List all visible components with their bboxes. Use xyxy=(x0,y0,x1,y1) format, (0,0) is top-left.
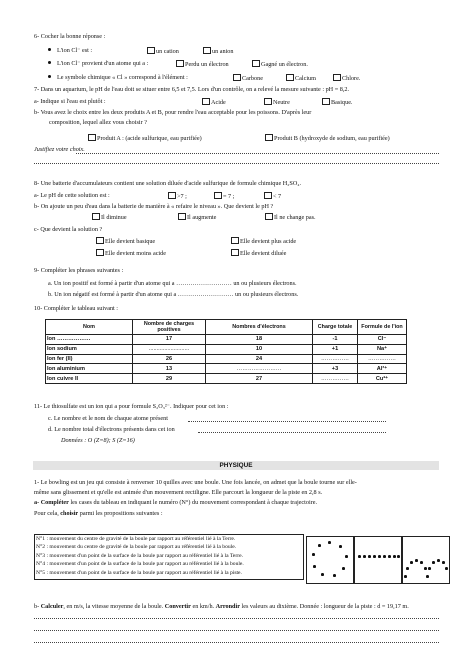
q8-c-opt3[interactable] xyxy=(96,249,166,258)
dot-icon xyxy=(388,555,391,558)
option-label: Produit A : (acide sulfurique, eau purifiée) xyxy=(97,135,202,142)
phys-b-text1: , en m/s, la vitesse moyenne de la boule. xyxy=(63,603,165,610)
option-label: = 7 ; xyxy=(223,193,235,200)
q8-b-label: b- On ajoute un peu d'eau dans la batterie de manière à « refaire le niveau ». Que devient le pH ? xyxy=(34,203,274,210)
table-cell: 13 xyxy=(133,364,206,374)
option-label: Il diminue xyxy=(101,214,127,221)
q8-b-opt1[interactable] xyxy=(92,213,127,222)
q7-a-opt1[interactable] xyxy=(202,98,226,107)
table-cell[interactable]: …………… xyxy=(313,354,358,364)
option-label: Il ne change pas. xyxy=(274,214,316,221)
q10-title: 10- Compléter le tableau suivant : xyxy=(34,305,119,312)
q8-c-label: c- Que devient la solution ? xyxy=(34,226,103,233)
checkbox-icon[interactable] xyxy=(252,60,260,67)
checkbox-icon[interactable] xyxy=(96,249,104,256)
table-cell: Cl⁻ xyxy=(358,335,407,345)
q11-c: c. Le nombre et le nom de chaque atome présent xyxy=(48,415,168,422)
table-cell: 10 xyxy=(206,344,313,354)
bullet-icon xyxy=(48,75,51,78)
option-label: Il augmente xyxy=(187,214,217,221)
q6-r1-opt1[interactable] xyxy=(147,47,179,56)
checkbox-icon[interactable] xyxy=(233,74,241,81)
table-cell[interactable]: …………… xyxy=(313,374,358,384)
q6-row3-label: Le symbole chimique « Cl » correspond à l'élément : xyxy=(57,74,188,81)
q8-a-opt1[interactable] xyxy=(168,192,187,201)
checkbox-icon[interactable] xyxy=(147,47,155,54)
dot-icon xyxy=(321,573,324,576)
phys-b-prefix: b- xyxy=(34,603,41,610)
option-label: Calcium xyxy=(295,75,316,82)
option-label: Carbone xyxy=(242,75,263,82)
dot-icon xyxy=(424,567,427,570)
q8-b-opt3[interactable] xyxy=(265,213,316,222)
checkbox-icon[interactable] xyxy=(203,47,211,54)
q7-a-opt2[interactable] xyxy=(264,98,290,107)
checkbox-icon[interactable] xyxy=(92,213,100,220)
phys-p3 xyxy=(34,499,317,507)
q11-intro: 11- Le thiosulfate est un ion qui a pour formule S₂O₃²⁻. Indiquer pour cet ion : xyxy=(34,403,229,410)
table-cell: Ion fer (II) xyxy=(46,354,133,364)
dot-icon xyxy=(312,553,315,556)
table-cell: Cu²⁺ xyxy=(358,374,407,384)
phys-b-text3: les valeurs au dixième. Donnée : longueur de la piste : d = 19,17 m. xyxy=(239,603,409,610)
checkbox-icon[interactable] xyxy=(88,134,96,141)
table-cell: +3 xyxy=(313,364,358,374)
proposition-5: N°5 : mouvement d'un point de la surface de la boule par rapport au référentiel lié à la piste. xyxy=(36,569,242,576)
table-cell: Ion aluminium xyxy=(46,364,133,374)
dot-icon xyxy=(333,574,336,577)
phys-b-bold3: Arrondir xyxy=(215,603,240,610)
column-header: Nombre de charges positives xyxy=(133,320,206,335)
table-cell: Ion cuivre II xyxy=(46,374,133,384)
q6-r1-opt2[interactable] xyxy=(203,47,233,56)
checkbox-icon[interactable] xyxy=(168,192,176,199)
table-cell[interactable]: …………… xyxy=(358,354,407,364)
dot-icon xyxy=(426,575,429,578)
table-cell: Ion sodium xyxy=(46,344,133,354)
checkbox-icon[interactable] xyxy=(322,98,330,105)
section-header-physique: PHYSIQUE xyxy=(33,461,439,470)
table-row xyxy=(46,344,407,354)
table-cell: 29 xyxy=(133,374,206,384)
ion-table xyxy=(45,319,407,384)
dot-icon xyxy=(345,555,348,558)
table-row xyxy=(46,364,407,374)
q6-row1 xyxy=(48,47,92,55)
q9-title: 9- Compléter les phrases suivantes : xyxy=(34,267,124,274)
q7-a-opt3[interactable] xyxy=(322,98,352,107)
q6-r3-opt3[interactable] xyxy=(333,74,360,83)
dot-icon xyxy=(318,544,321,547)
proposition-4: N°4 : mouvement d'un point de la surface de la boule par rapport au référentiel lié à la boule. xyxy=(36,561,244,568)
option-label: un anion xyxy=(212,48,234,55)
checkbox-icon[interactable] xyxy=(264,98,272,105)
checkbox-icon[interactable] xyxy=(265,213,273,220)
option-label: Basique. xyxy=(331,99,353,106)
table-cell: Na⁺ xyxy=(358,344,407,354)
column-header: Nom xyxy=(46,320,133,335)
q7-a-label: a- Indique si l'eau est plutôt : xyxy=(34,98,106,105)
option-label: < 7 xyxy=(273,193,282,200)
dot-icon xyxy=(432,561,435,564)
answer-line[interactable] xyxy=(34,642,439,643)
phys-p4 xyxy=(34,510,163,518)
phys-b-bold2: Convertir xyxy=(164,603,191,610)
bullet-icon xyxy=(48,61,51,64)
q8-a-opt3[interactable] xyxy=(264,192,281,201)
option-label: Neutre xyxy=(273,99,290,106)
dot-icon xyxy=(428,567,431,570)
table-row xyxy=(46,354,407,364)
q6-row3 xyxy=(48,74,188,82)
answer-line[interactable] xyxy=(34,618,439,619)
q7-b-line2: composition, lequel allez vous choisir ? xyxy=(49,119,147,126)
checkbox-icon[interactable] xyxy=(176,60,184,67)
dot-icon xyxy=(313,565,316,568)
phys-b-text2: en km/h. xyxy=(190,603,216,610)
checkbox-icon[interactable] xyxy=(96,237,104,244)
q6-r3-opt2[interactable] xyxy=(286,74,316,83)
checkbox-icon[interactable] xyxy=(214,192,222,199)
checkbox-icon[interactable] xyxy=(231,249,239,256)
checkbox-icon[interactable] xyxy=(231,237,239,244)
dot-icon xyxy=(363,555,366,558)
dot-icon xyxy=(445,567,448,570)
dot-icon xyxy=(397,555,400,558)
q8-a-label: a- Le pH de cette solution est : xyxy=(34,192,110,199)
q6-row2-label: L'ion Cl⁻ provient d'un atome qui a : xyxy=(57,60,149,67)
dot-icon xyxy=(342,567,345,570)
proposition-2: N°2 : mouvement du centre de gravité de la boule par rapport au référentiel lié à la boule. xyxy=(36,544,237,551)
q8-intro: 8- Une batterie d'accumulateurs contient une solution diluée d'acide sulfurique de formule chimique H₂SO₄. xyxy=(34,180,302,187)
q7-b-line1: b- Vous avez le choix entre les deux produits A et B, pour rendre l'eau acceptable pour les poissons. D'après leur xyxy=(34,109,312,116)
option-label: Chlore. xyxy=(342,75,361,82)
checkbox-icon[interactable] xyxy=(265,134,273,141)
proposition-1: N°1 : mouvement du centre de gravité de la boule par rapport au référentiel lié à la Terre. xyxy=(36,536,236,542)
column-header: Formule de l'ion xyxy=(358,320,407,335)
dot-icon xyxy=(378,555,381,558)
option-label: Elle devient moins acide xyxy=(105,250,166,257)
phys-p4-c: parmi les propositions suivantes : xyxy=(78,510,163,517)
q7-intro: 7- Dans un aquarium, le pH de l'eau doit se situer entre 6,5 et 7,5. Lors d'un contrôle, on a relevé la mesure suivante : pH = 8,2. xyxy=(34,86,350,93)
dot-icon xyxy=(339,545,342,548)
phys-p3-text: les cases du tableau en indiquant le numéro (N°) du mouvement correspondant à chaque trajectoire. xyxy=(68,499,318,506)
option-label: Elle devient diluée xyxy=(240,250,287,257)
phys-b-bold1: Calculer xyxy=(40,603,64,610)
dot-icon xyxy=(373,555,376,558)
phys-p4-a: Pour cela, xyxy=(34,510,61,517)
answer-line[interactable] xyxy=(34,163,439,164)
table-row xyxy=(46,374,407,384)
answer-line[interactable] xyxy=(76,153,439,154)
table-row xyxy=(46,335,407,345)
q6-r3-opt1[interactable] xyxy=(233,74,263,83)
option-label: Gagné un électron. xyxy=(261,61,308,68)
table-cell: 17 xyxy=(133,335,206,345)
dot-icon xyxy=(328,541,331,544)
q7-justify: Justifiez votre choix. xyxy=(34,146,85,153)
phys-p4-bold: choisir xyxy=(60,510,79,517)
checkbox-icon[interactable] xyxy=(286,74,294,81)
dot-icon xyxy=(415,559,418,562)
q11-data: Données : O (Z=8); S (Z=16) xyxy=(61,437,135,444)
option-label: Elle devient basique xyxy=(105,238,156,245)
table-cell[interactable]: Ion ……………… xyxy=(46,335,133,345)
q6-r2-opt1[interactable] xyxy=(176,60,229,69)
q6-r2-opt2[interactable] xyxy=(252,60,308,69)
checkbox-icon[interactable] xyxy=(333,74,341,81)
dot-icon xyxy=(420,561,423,564)
dot-icon xyxy=(383,555,386,558)
answer-line[interactable] xyxy=(34,630,439,631)
table-cell: 26 xyxy=(133,354,206,364)
table-cell: -1 xyxy=(313,335,358,345)
q9-a: a. Un ion positif est formé à partir d'un atome qui a ……………………… un ou plusieurs électrons. xyxy=(48,280,297,287)
table-cell: 27 xyxy=(206,374,313,384)
trajectory-cycloid xyxy=(402,536,450,584)
q8-c-opt2[interactable] xyxy=(231,237,296,246)
option-label: Elle devient plus acide xyxy=(240,238,297,245)
motion-propositions xyxy=(34,534,304,580)
q8-c-opt4[interactable] xyxy=(231,249,286,258)
option-label: Acide xyxy=(211,99,226,106)
q9-b: b. Un ion négatif est formé à partir d'un atome qui a ……………………… un ou plusieurs électrons. xyxy=(48,291,299,298)
table-cell: 24 xyxy=(206,354,313,364)
phys-p3-bold: a- Compléter xyxy=(34,499,69,506)
table-header-row xyxy=(46,320,407,335)
column-header: Charge totale xyxy=(313,320,358,335)
q8-b-opt2[interactable] xyxy=(178,213,216,222)
trajectory-circle xyxy=(306,536,354,584)
q8-a-opt2[interactable] xyxy=(214,192,234,201)
trajectory-line xyxy=(354,536,402,584)
option-label: Perdu un électron xyxy=(185,61,229,68)
dot-icon xyxy=(368,555,371,558)
table-cell: 18 xyxy=(206,335,313,345)
column-header: Nombres d'électrons xyxy=(206,320,313,335)
q11-d: d. Le nombre total d'électrons présents dans cet ion xyxy=(48,426,175,433)
phys-p2: même sans glissement et qu'elle est animée d'un mouvement rectiligne. Elle parcourt la longueur de la piste en 2,8 s. xyxy=(34,489,323,496)
answer-line[interactable] xyxy=(198,432,386,433)
table-cell: +1 xyxy=(313,344,358,354)
checkbox-icon[interactable] xyxy=(264,192,272,199)
dot-icon xyxy=(442,561,445,564)
q6-row1-label: L'ion Cl⁻ est : xyxy=(57,47,93,54)
dot-icon xyxy=(404,575,407,578)
q8-c-opt1[interactable] xyxy=(96,237,155,246)
option-label: Produit B (hydroxyde de sodium, eau purifiée) xyxy=(274,135,390,142)
bullet-icon xyxy=(48,48,51,51)
dot-icon xyxy=(410,561,413,564)
dot-icon xyxy=(358,555,361,558)
table-cell[interactable]: .......................... xyxy=(133,344,206,354)
dot-icon xyxy=(393,555,396,558)
phys-b xyxy=(34,603,409,611)
q7-prodA[interactable] xyxy=(88,134,202,143)
q6-row2 xyxy=(48,60,148,68)
option-label: >7 ; xyxy=(177,193,187,200)
q6-title: 6- Cocher la bonne réponse : xyxy=(34,33,106,40)
proposition-3: N°3 : mouvement d'un point de la surface de la boule par rapport au référentiel lié à la Terre. xyxy=(36,552,243,559)
dot-icon xyxy=(437,559,440,562)
phys-p1: 1- Le bowling est un jeu qui consiste à renverser 10 quilles avec une boule. Une fois lancée, on admet que la boule tourne sur elle- xyxy=(34,479,357,486)
option-label: un cation xyxy=(156,48,179,55)
checkbox-icon[interactable] xyxy=(202,98,210,105)
table-cell: Al³⁺ xyxy=(358,364,407,374)
checkbox-icon[interactable] xyxy=(178,213,186,220)
table-cell[interactable]: …………………… xyxy=(206,364,313,374)
answer-line[interactable] xyxy=(188,421,386,422)
dot-icon xyxy=(406,567,409,570)
q7-prodB[interactable] xyxy=(265,134,390,143)
